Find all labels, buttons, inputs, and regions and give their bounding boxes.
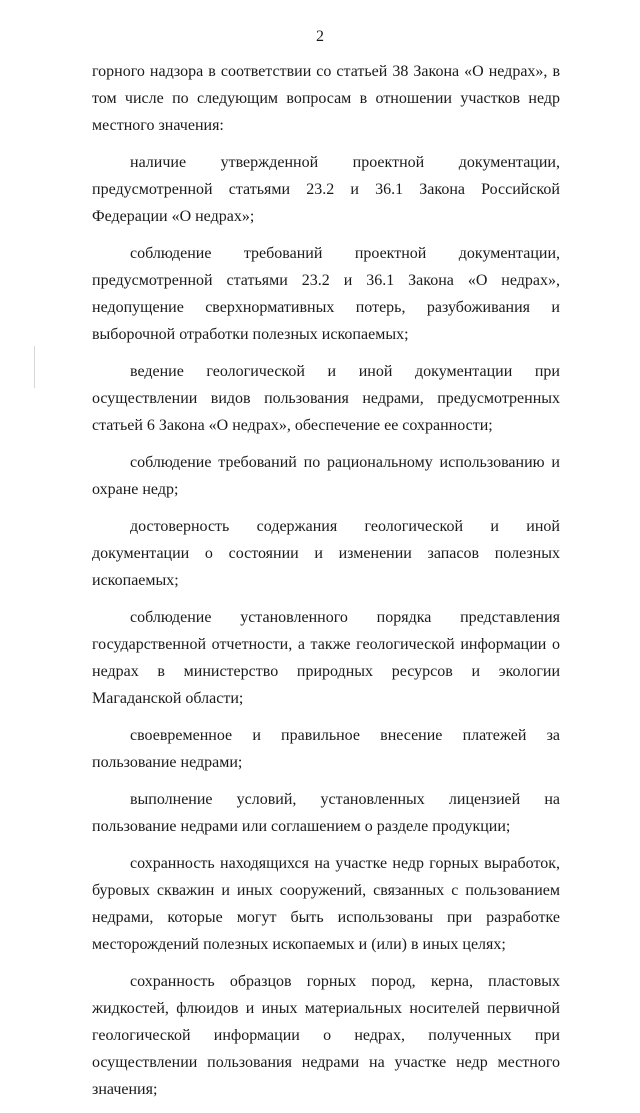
- document-body: [92, 58, 560, 1113]
- list-item-rational-use-protection: соблюдение требований по рациональному использованию и охране недр;: [92, 454, 560, 498]
- list-item-state-reporting: соблюдение установленного порядка представления государственной отчетности, а также геологической информации о недрах в министерство природных ресурсов и экологии Магаданской области;: [92, 609, 560, 707]
- scan-artifact-line: [34, 346, 35, 388]
- list-item-payments: своевременное и правильное внесение платежей за пользование недрами;: [92, 727, 560, 771]
- page-number: 2: [316, 28, 324, 45]
- list-item-project-docs-compliance: соблюдение требований проектной документации, предусмотренной статьями 23.2 и 36.1 Закона «О недрах», недопущение сверхнормативных потерь, разубоживания и выборочной отработки полезных ископаемых;: [92, 245, 560, 343]
- list-item-license-conditions: выполнение условий, установленных лицензией на пользование недрами или соглашением о разделе продукции;: [92, 791, 560, 835]
- list-item-geological-documentation: ведение геологической и иной документации при осуществлении видов пользования недрами, предусмотренных статьей 6 Закона «О недрах», обеспечение ее сохранности;: [92, 363, 560, 434]
- list-item-approved-project-docs: наличие утвержденной проектной документации, предусмотренной статьями 23.2 и 36.1 Закона Российской Федерации «О недрах»;: [92, 154, 560, 225]
- paragraph-intro: горного надзора в соответствии со статьей 38 Закона «О недрах», в том числе по следующим вопросам в отношении участков недр местного значения:: [92, 63, 560, 134]
- list-item-samples-preservation: сохранность образцов горных пород, керна, пластовых жидкостей, флюидов и иных материальных носителей первичной геологической информации о недрах, полученных при осуществлении пользования недрами на участке недр местного значения;: [92, 973, 560, 1098]
- list-item-reserves-documentation: достоверность содержания геологической и иной документации о состоянии и изменении запасов полезных ископаемых;: [92, 518, 560, 589]
- list-item-mine-workings-preservation: сохранность находящихся на участке недр горных выработок, буровых скважин и иных сооружений, связанных с пользованием недрами, которые могут быть использованы при разработке месторождений полезных ископаемых и (или) в иных целях;: [92, 855, 560, 953]
